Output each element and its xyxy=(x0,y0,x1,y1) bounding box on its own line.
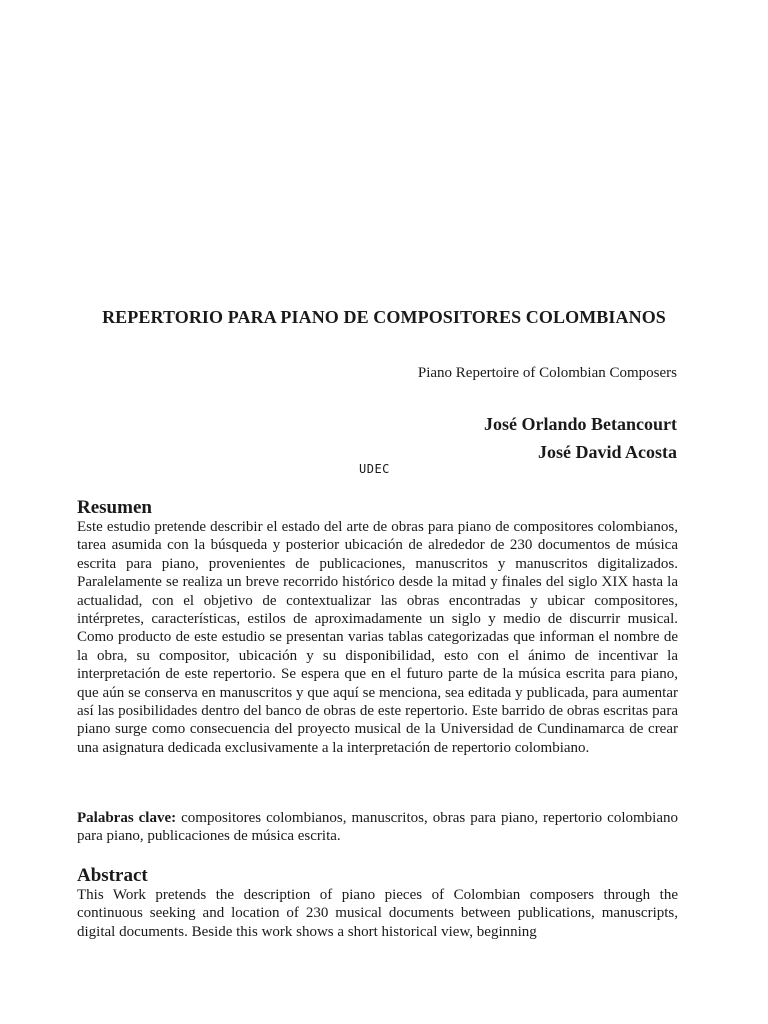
paper-subtitle: Piano Repertoire of Colombian Composers xyxy=(417,365,677,381)
author-name: José David Acosta xyxy=(538,442,677,462)
resumen-heading: Resumen xyxy=(77,497,152,518)
abstract-heading: Abstract xyxy=(77,865,148,886)
resumen-text: Este estudio pretende describir el estado del arte de obras para piano de compositores colombianos, tarea asumida con la búsqueda y posterior ubicación de alrededor de 230 documentos de música escrita para piano, provenientes de publicaciones, manuscritos y manuscritos digitalizados. Paralelamente se realiza un breve recorrido histórico desde la mitad y finales del siglo XIX hasta la actualidad, con el objetivo de contextualizar las obras encontradas y ubicar compositores, intérpretes, características, estilos de aproximadamente un siglo y medio de discurrir musical. Como producto de este estudio se presentan varias tablas categorizadas que informan el nombre de la obra, su compositor, ubicación y su disponibilidad, esto con el ánimo de incentivar la interpretación de este repertorio. Se espera que en el futuro parte de la música escrita para piano, que aún se conserva en manuscritos y que aquí se menciona, sea editada y publicada, para aumentar así las posibilidades dentro del banco de obras de este repertorio. Este barrido de obras escritas para piano surge como consecuencia del proyecto musical de la Universidad de Cundinamarca de crear una asignatura dedicada exclusivamente a la interpretación de repertorio colombiano. xyxy=(77,519,678,756)
keywords-text: compositores colombianos, manuscritos, obras para piano, repertorio colombiano para piano, publicaciones de música escrita. xyxy=(77,810,678,845)
paper-title: REPERTORIO PARA PIANO DE COMPOSITORES COLOMBIANOS xyxy=(102,307,666,328)
keywords-label: Palabras clave: xyxy=(77,810,177,826)
abstract-text: This Work pretends the description of piano pieces of Colombian composers through the continuous seeking and location of 230 musical documents between publications, manuscripts, digital documents. Beside this work shows a short historical view, beginning xyxy=(77,887,678,940)
keywords-paragraph xyxy=(77,809,678,846)
affiliation: UDEC xyxy=(359,462,390,476)
author-name: José Orlando Betancourt xyxy=(484,414,677,434)
author-list xyxy=(484,410,677,466)
